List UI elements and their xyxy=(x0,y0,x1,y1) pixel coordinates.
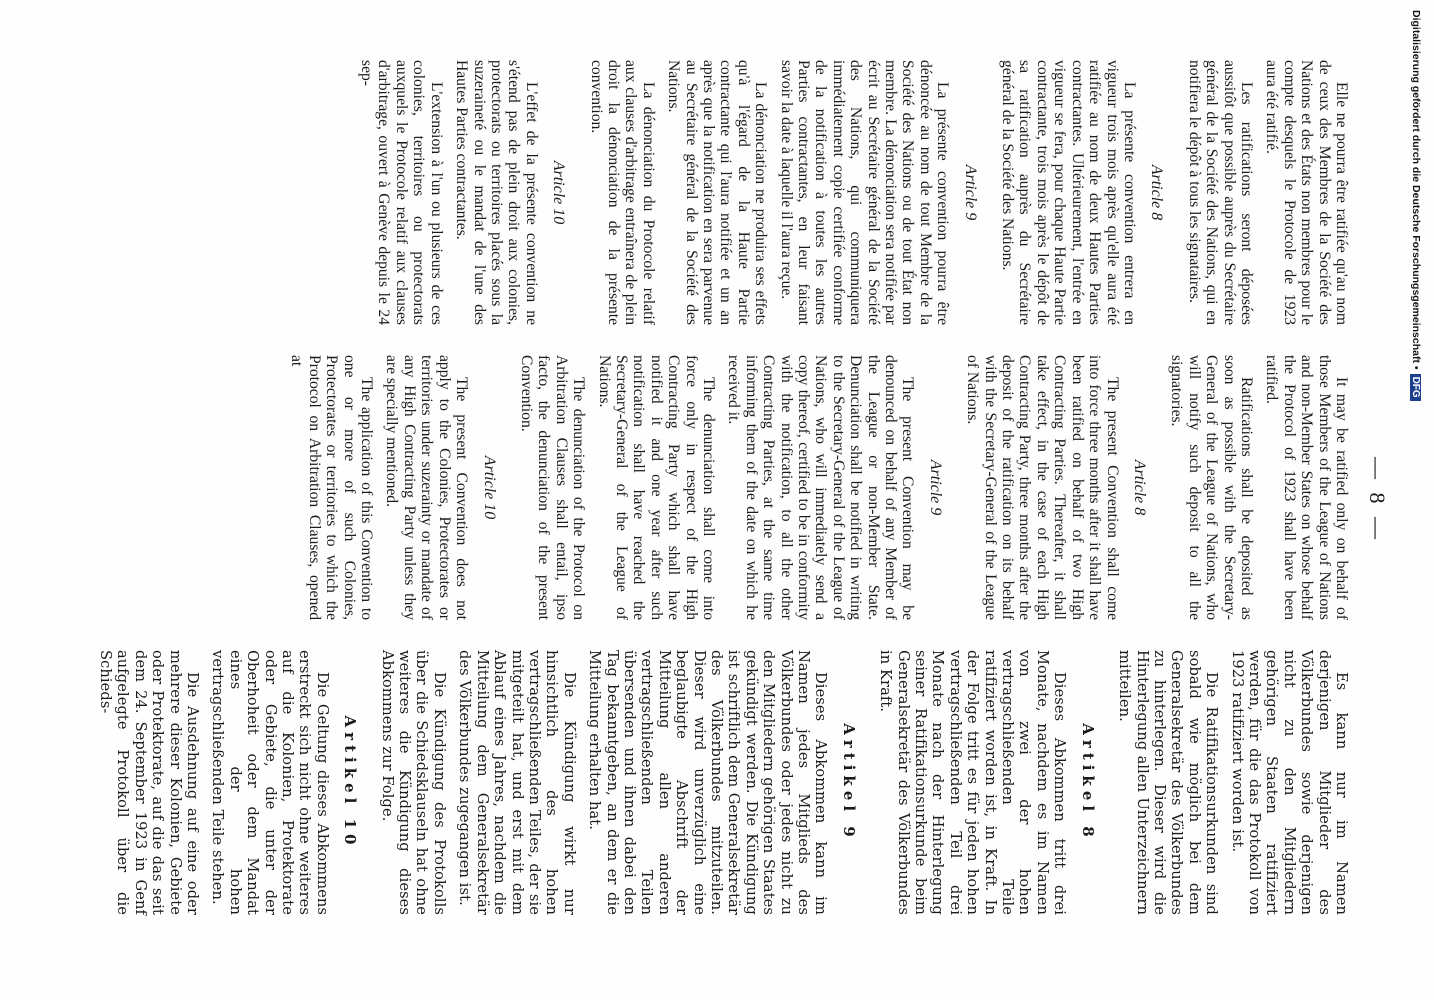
paragraph: The present Convention does not apply to the Colonies, Protectorates or territories under suzerainty or mandate of any High Contracting Party unless they are specially mentioned. xyxy=(383,355,471,620)
paragraph: L'effet de la présente convention ne s'étend pas de plein droit aux colonies, protectorats ou territoires placés sous la suzeraineté ou le mandat de l'une des Hautes Parties contractantes. xyxy=(453,60,540,325)
article-heading: Article 9 xyxy=(961,164,979,221)
dfg-credit xyxy=(1410,10,1422,401)
paragraph: Die Kündigung wirkt nur hinsichtlich des hohen vertragschließenden Teiles, der sie mitgeteilt hat, und erst mit dem Ablauf eines Jahres, nachdem die Mitteilung dem Generalsekretär des Völkerbundes zugegangen ist. xyxy=(456,650,578,915)
paragraph: La présente convention entrera en vigueur trois mois après qu'elle aura été ratifiée au nom de deux Hautes Parties contractantes. Ultérieurement, l'entrée en vigueur se fera, pour chaque Haute Partie contractante, trois mois après le dépôt de sa ratification auprès du Secrétaire général de la Société des Nations. xyxy=(999,60,1138,325)
paragraph: The application of this Convention to one or more of such Colonies, Protectorates or territories to which the Protocol on Arbitration Clauses, opened at xyxy=(288,355,376,620)
paragraph: It may be ratified only on behalf of those Members of the League of Nations and non-Member States on whose behalf the Protocol of 1923 shall have been ratified. xyxy=(1263,355,1350,620)
paragraph: Die Ratifikationsurkunden sind sobald wie möglich bei dem Generalsekretär des Völkerbundes zu hinterlegen. Dieser wird die Hinterlegung allen Unterzeichnern mitteilen. xyxy=(1116,650,1221,915)
paragraph: Elle ne pourra être ratifiée qu'au nom de ceux des Membres de la Société des Nations et des États non membres pour le compte desquels le Protocole de 1923 aura été ratifié. xyxy=(1263,60,1350,325)
paragraph: The denunciation of the Protocol on Arbitration Clauses shall entail, ipso facto, the denunciation of the present Convention. xyxy=(517,355,588,620)
paragraph: Dieses Abkommen tritt drei Monate, nachdem es im Namen von zwei der hohen vertragschließenden Teile ratifiziert worden ist, in Kraft. In der Folge tritt es für jeden hohen vertragschließenden Teil drei Monate nach der Hinterlegung seiner Ratifikationsurkunde beim Generalsekretär des Völkerbundes in Kraft. xyxy=(877,650,1069,915)
paragraph: Dieses Abkommen kann im Namen jedes Mitglieds des Völkerbundes oder jedes nicht zu den Mitgliedern gehörigen Staates gekündigt werden. Die Kündigung ist schriftlich dem Generalsekretär des Völkerbundes mitzuteilen. Dieser wird unverzüglich eine beglaubigte Abschrift der Mitteilung allen anderen vertragschließenden Teilen übersenden und ihnen dabei den Tag bekanntgeben, an dem er die Mitteilung erhalten hat. xyxy=(586,650,830,915)
article-heading: Article 8 xyxy=(1130,459,1148,516)
article-heading: Artikel 10 xyxy=(341,715,360,850)
paragraph: Les ratifications seront déposées aussitôt que possible auprès du Secrétaire général de la Société des Nations, qui en notifiera le dépôt à tous les signataires. xyxy=(1185,60,1255,325)
article-heading: Artikel 8 xyxy=(1078,723,1097,842)
german-column xyxy=(89,650,1350,915)
credit-text: Digitalisierung gefördert durch die Deutsche Forschungsgemeinschaft • xyxy=(1410,10,1422,370)
article-heading: Article 10 xyxy=(480,455,498,520)
paragraph: La dénonciation ne produira ses effets qu'à l'égard de la Haute Partie contractante qui l'aura notifiée et un an après que la notification en sera parvenue au Secrétaire général de la Société des Nations. xyxy=(665,60,770,325)
paragraph: Die Kündigung des Protokolls über die Schiedsklauseln hat ohne weiteres die Kündigung dieses Abkommens zur Folge. xyxy=(378,650,448,915)
paragraph: La présente convention pourra être dénoncée au nom de tout Membre de la Société des Nations ou de tout État non membre. La dénonciation sera notifiée par écrit au Secrétaire général de la Société des Nations, qui communiquera immédiatement copie certifiée conforme de la notification à toutes les autres Parties contractantes, en leur faisant savoir la date à laquelle il l'aura reçue. xyxy=(777,60,952,325)
rotated-page xyxy=(62,60,1392,940)
article-heading: Article 10 xyxy=(550,160,568,225)
english-column xyxy=(280,355,1350,620)
paragraph: The present Convention may be denounced on behalf of any Member of the League or non-Member State. Denunciation shall be notified in writing to the Secretary-General of the League of Nations, who will immediately send a copy thereof, certified to be in conformity with the notification, to all the other Contracting Parties, at the same time informing them of the date on which he received it. xyxy=(725,355,917,620)
page-number: — 8 — xyxy=(1365,457,1390,543)
article-heading: Article 8 xyxy=(1148,164,1166,221)
paragraph: Die Geltung dieses Abkommens erstreckt sich nicht ohne weiteres auf die Kolonien, Protektorate oder Gebiete, die unter der Oberhoheit oder dem Mandat eines der hohen vertragschließenden Teile stehen. xyxy=(209,650,331,915)
paragraph: La dénonciation du Protocole relatif aux clauses d'arbitrage entraînera de plein droit la dénonciation de la présente convention. xyxy=(587,60,657,325)
article-heading: Article 9 xyxy=(926,459,944,516)
paragraph: Ratifications shall be deposited as soon as possible with the Secretary-General of the League of Nations, who will notify such deposit to all the signatories. xyxy=(1168,355,1255,620)
paragraph: The present Convention shall come into force three months after it shall have been ratified on behalf of two High Contracting Parties. Thereafter, it shall take effect, in the case of each High Contracting Party, three months after the deposit of the ratification on its behalf with the Secretary-General of the League of Nations. xyxy=(964,355,1121,620)
paragraph: Die Ausdehnung auf eine oder mehrere dieser Kolonien, Gebiete oder Protektorate, auf die das seit dem 24. September 1923 in Genf aufgelegte Protokoll über die Schieds- xyxy=(97,650,202,915)
article-heading: Artikel 9 xyxy=(839,723,858,842)
french-column xyxy=(350,60,1350,325)
paragraph: The denunciation shall come into force only in respect of the High Contracting Party which shall have notified it and one year after such notification shall have reached the Secretary-General of the League of Nations. xyxy=(595,355,717,620)
paragraph: L'extension à l'un ou plusieurs de ces colonies, territoires ou protectorats auxquels le Protocole relatif aux clauses d'arbitrage, ouvert à Genève depuis le 24 sep- xyxy=(358,60,445,325)
dfg-logo: DFG xyxy=(1410,374,1421,401)
paragraph: Es kann nur im Namen derjenigen Mitglieder des Völkerbundes sowie derjenigen nicht zu den Mitgliedern gehörigen Staaten ratifiziert werden, für die das Protokoll von 1923 ratifiziert worden ist. xyxy=(1228,650,1350,915)
